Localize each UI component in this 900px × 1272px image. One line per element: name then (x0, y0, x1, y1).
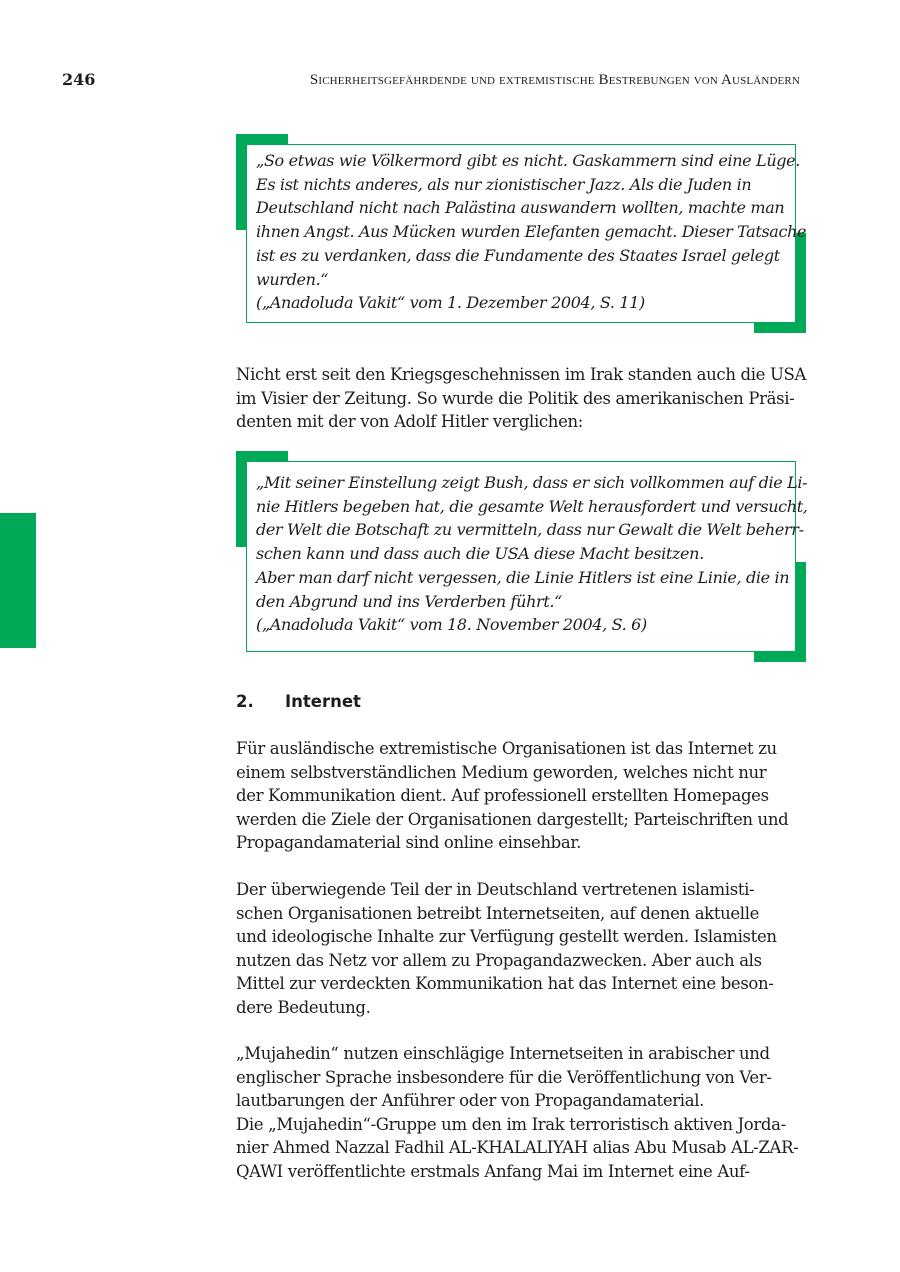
quote-line: der Welt die Botschaft zu vermitteln, dass nur Gewalt die Welt beherr- (256, 520, 804, 540)
text-line: nutzen das Netz vor allem zu Propagandazwecken. Aber auch als (236, 950, 762, 970)
section-heading (236, 692, 361, 711)
text-line: englischer Sprache insbesondere für die Veröffentlichung von Ver- (236, 1067, 772, 1087)
quote-line: Es ist nichts anderes, als nur zionistischer Jazz. Als die Juden in (256, 174, 752, 194)
text-line: lautbarungen der Anführer oder von Propagandamaterial. (236, 1091, 705, 1110)
text-line: schen Organisationen betreibt Internetseiten, auf denen aktuelle (236, 903, 760, 923)
quote-source: („Anadoluda Vakit“ vom 1. Dezember 2004, S. 11) (256, 293, 645, 313)
text-line: im Visier der Zeitung. So wurde die Politik des amerikanischen Präsi- (236, 388, 795, 408)
quote-box (246, 461, 808, 652)
text-line: Der überwiegende Teil der in Deutschland vertretenen islamisti- (236, 880, 755, 899)
paragraph-islamist-websites (236, 878, 816, 1019)
text-line: denten mit der von Adolf Hitler verglichen: (236, 412, 583, 431)
quote-box (246, 144, 807, 323)
section-title: Internet (285, 692, 361, 711)
quote-block-2 (236, 451, 806, 662)
text-line: Mittel zur verdeckten Kommunikation hat das Internet eine beson- (236, 974, 774, 993)
page-number: 246 (62, 70, 96, 89)
quote-block-1 (236, 134, 806, 333)
quote-line: ihnen Angst. Aus Mücken wurden Elefanten gemacht. Dieser Tatsache (256, 222, 807, 242)
text-line: und ideologische Inhalte zur Verfügung gestellt werden. Islamisten (236, 927, 777, 946)
paragraph-mujahedin (236, 1042, 816, 1183)
quote-source: („Anadoluda Vakit“ vom 18. November 2004, S. 6) (256, 615, 647, 635)
quote-line: Aber man darf nicht vergessen, die Linie Hitlers ist eine Linie, die in (256, 567, 790, 587)
text-line: dere Bedeutung. (236, 997, 371, 1017)
running-header: Sicherheitsgefährdende und extremistische Bestrebungen von Ausländern (309, 72, 800, 88)
text-line: Für ausländische extremistische Organisationen ist das Internet zu (236, 739, 777, 758)
quote-line: schen kann und dass auch die USA diese Macht besitzen. (256, 544, 704, 564)
text-line: der Kommunikation dient. Auf professionell erstellten Homepages (236, 786, 769, 805)
quote-line: nie Hitlers begeben hat, die gesamte Welt herausfordert und versucht, (256, 496, 808, 516)
section-number: 2. (236, 692, 254, 711)
quote-line: „Mit seiner Einstellung zeigt Bush, dass er sich vollkommen auf die Li- (256, 473, 808, 492)
text-line: einem selbstverständlichen Medium geworden, welches nicht nur (236, 762, 767, 782)
quote-line: wurden.“ (256, 269, 329, 289)
quote-line: ist es zu verdanken, dass die Fundamente des Staates Israel gelegt (256, 245, 780, 265)
text-line: Propagandamaterial sind online einsehbar. (236, 833, 581, 852)
text-line: QAWI veröffentlichte erstmals Anfang Mai im Internet eine Auf- (236, 1161, 750, 1181)
text-line: „Mujahedin“ nutzen einschlägige Internetseiten in arabischer und (236, 1044, 770, 1063)
paragraph-usa-in-focus (236, 363, 816, 434)
text-line: nier Ahmed Nazzal Fadhil AL-KHALALIYAH alias Abu Musab AL-ZAR- (236, 1138, 799, 1157)
text-line: Nicht erst seit den Kriegsgeschehnissen im Irak standen auch die USA (236, 365, 807, 384)
paragraph-internet-medium (236, 737, 816, 855)
quote-line: Deutschland nicht nach Palästina auswandern wollten, machte man (256, 198, 785, 218)
quote-line: „So etwas wie Völkermord gibt es nicht. Gaskammern sind eine Lüge. (256, 151, 801, 170)
text-line: werden die Ziele der Organisationen dargestellt; Parteischriften und (236, 809, 789, 829)
text-line: Die „Mujahedin“-Gruppe um den im Irak terroristisch aktiven Jorda- (236, 1114, 786, 1134)
chapter-thumb-tab (0, 513, 36, 648)
quote-line: den Abgrund und ins Verderben führt.“ (256, 591, 562, 611)
